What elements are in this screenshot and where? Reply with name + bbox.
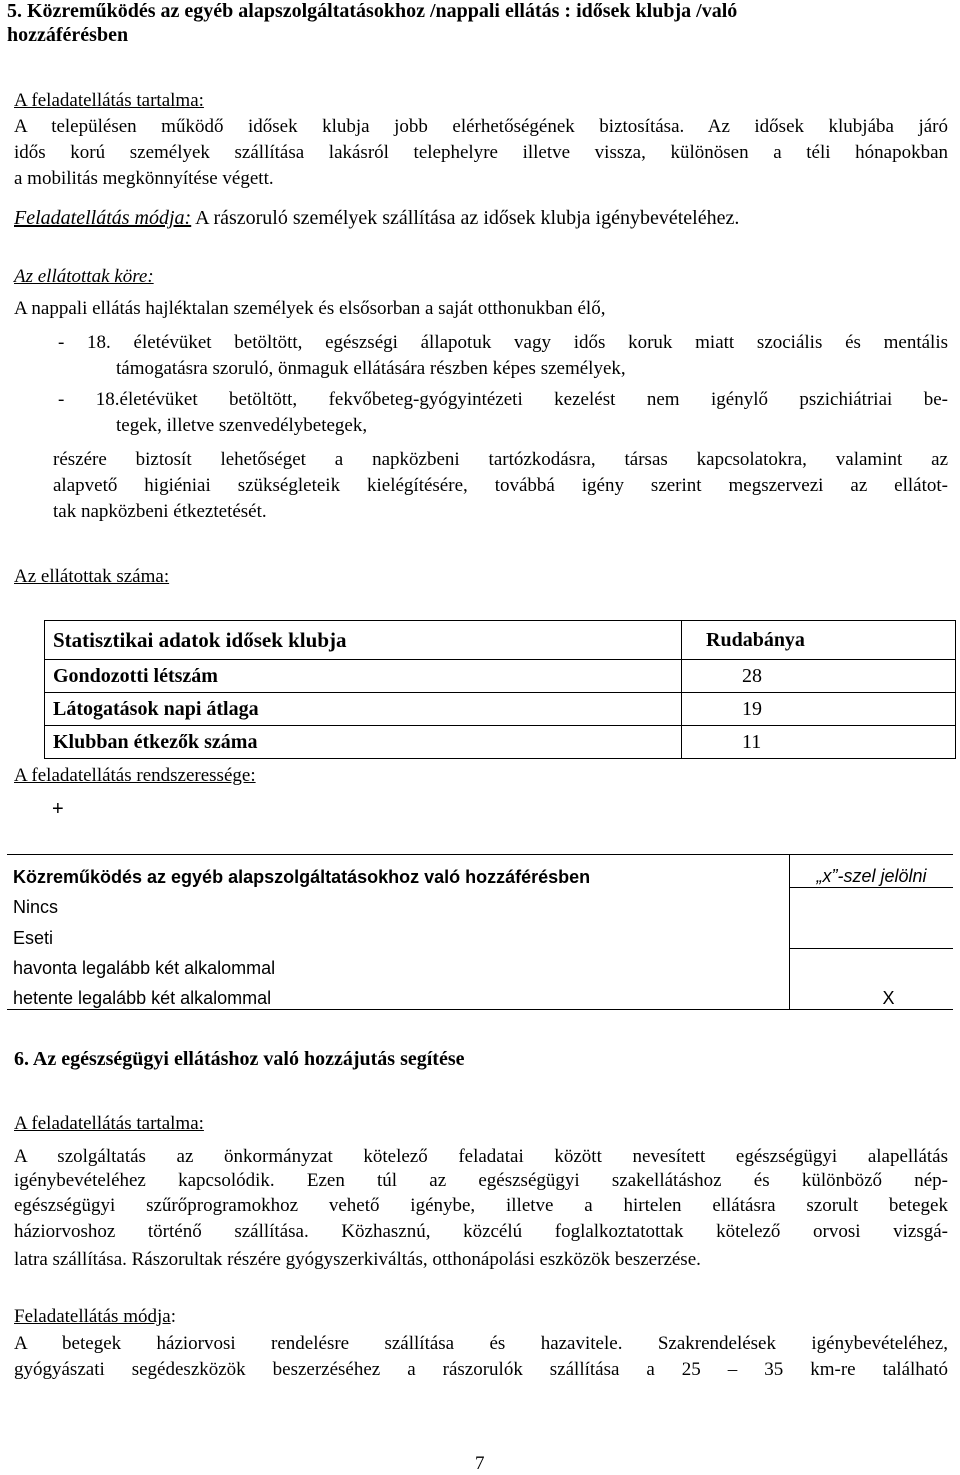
s5-modja-text: A rászoruló személyek szállítása az idősek klubja igénybevételéhez.: [191, 207, 740, 229]
kozr-row-label: havonta legalább két alkalommal: [7, 949, 790, 980]
table-row: [7, 888, 953, 919]
s6-tartalma-line3: egészségügyi szűrőprogramokhoz vehető igénybe, illetve a hirtelen ellátásra szorult betegek: [14, 1195, 948, 1216]
stat-row-label: Látogatások napi átlaga: [45, 693, 682, 726]
kozr-row-mark: X: [790, 979, 954, 1010]
s5-tartalma-line2: idős korú személyek szállítása lakásról telephelyre illetve vissza, különösen a téli hónapokban: [14, 142, 948, 163]
stat-table-place: Rudabánya: [682, 621, 956, 660]
s6-tartalma-line5: latra szállítása. Rászorultak részére gyógyszerkiváltás, otthonápolási eszközök beszerzése.: [14, 1249, 701, 1270]
s5-reszere-line2: alapvető higiéniai szükségleteik kielégítésére, továbbá igény szerint megszervezi az ellátot-: [53, 475, 948, 496]
section-5-heading-line1: 5. Közreműködés az egyéb alapszolgáltatásokhoz /nappali ellátás : idősek klubja /való: [7, 0, 738, 22]
s5-tartalma-label: A feladatellátás tartalma:: [14, 90, 204, 111]
s5-reszere-line3: tak napközbeni étkeztetését.: [53, 501, 267, 522]
s5-bullet2-line1: - 18.életévüket betöltött, fekvőbeteg-gyógyintézeti kezelést nem igénylő pszichiátriai be-: [58, 389, 948, 410]
table-row: [7, 949, 953, 980]
stat-table: [44, 620, 956, 759]
s5-tartalma-line3: a mobilitás megkönnyítése végett.: [14, 168, 274, 189]
table-row: [45, 693, 956, 726]
kozr-header: Közreműködés az egyéb alapszolgáltatásokhoz való hozzáférésben: [7, 855, 790, 888]
s5-bullet2-line2: tegek, illetve szenvedélybetegek,: [116, 415, 368, 436]
s6-modja-line2: gyógyászati segédeszközök beszerzéséhez a rászorulók szállítása a 25 – 35 km-re található: [14, 1359, 948, 1380]
kozr-row-mark: [790, 918, 954, 949]
kozr-header-row: [7, 855, 953, 888]
s6-tartalma-line1: A szolgáltatás az önkormányzat kötelező feladatai között nevesített egészségügyi alapellátás: [14, 1146, 948, 1167]
page-number: 7: [475, 1453, 485, 1474]
kozr-mark-header: „x”-szel jelölni: [790, 855, 954, 888]
s5-modja: [14, 207, 739, 230]
kozr-row-label: Eseti: [7, 918, 790, 949]
kozr-row-label: hetente legalább két alkalommal: [7, 979, 790, 1010]
stat-table-header: Statisztikai adatok idősek klubja: [45, 621, 682, 660]
s5-rendszeresseg-label: A feladatellátás rendszeressége:: [14, 765, 256, 786]
kozr-row-mark: [790, 949, 954, 980]
s5-bullet1-line2: támogatásra szoruló, önmaguk ellátására részben képes személyek,: [116, 358, 626, 379]
s6-modja-colon: :: [170, 1306, 176, 1327]
table-row: [45, 660, 956, 693]
kozremukodes-table: [7, 854, 953, 1010]
stat-row-value: 28: [682, 660, 956, 693]
kozr-row-label: Nincs: [7, 888, 790, 919]
s6-modja-line1: A betegek háziorvosi rendelésre szállítása és hazavitele. Szakrendelések igénybevételéhez,: [14, 1333, 948, 1354]
s5-bullet1-line1: - 18. életévüket betöltött, egészségi állapotuk vagy idős koruk miatt szociális és mentális: [58, 332, 948, 353]
s6-modja-label: Feladatellátás módja: [14, 1306, 171, 1327]
stat-row-label: Gondozotti létszám: [45, 660, 682, 693]
stat-table-header-row: [45, 621, 956, 660]
section-6-heading: 6. Az egészségügyi ellátáshoz való hozzájutás segítése: [14, 1048, 465, 1070]
stat-row-label: Klubban étkezők száma: [45, 726, 682, 759]
table-row: [7, 979, 953, 1010]
s5-tartalma-line1: A településen működő idősek klubja jobb elérhetőségének biztosítása. Az idősek klubjába járó: [14, 116, 948, 137]
s6-tartalma-line2: igénybevételéhez kapcsolódik. Ezen túl az egészségügyi szakellátáshoz és különböző nép-: [14, 1170, 948, 1191]
s5-szama-label: Az ellátottak száma:: [14, 566, 170, 587]
s6-modja: [14, 1306, 176, 1328]
stat-row-value: 19: [682, 693, 956, 726]
s6-tartalma-label: A feladatellátás tartalma:: [14, 1113, 204, 1134]
kozr-row-mark: [790, 888, 954, 919]
section-5-heading-line2: hozzáférésben: [7, 24, 129, 46]
s5-modja-label: Feladatellátás módja:: [14, 207, 192, 229]
table-row: [45, 726, 956, 759]
s5-rendszeresseg-value: +: [52, 798, 64, 820]
s5-kore-label: Az ellátottak köre:: [14, 266, 154, 287]
s5-kore-intro: A nappali ellátás hajléktalan személyek és elsősorban a saját otthonukban élő,: [14, 298, 606, 319]
table-row: [7, 918, 953, 949]
stat-row-value: 11: [682, 726, 956, 759]
s6-tartalma-line4: háziorvoshoz történő szállítása. Közhasznú, közcélú foglalkoztatottak kötelező orvosi vizsgá-: [14, 1221, 948, 1242]
s5-reszere-line1: részére biztosít lehetőséget a napközbeni tartózkodásra, társas kapcsolatokra, valamint az: [53, 449, 948, 470]
